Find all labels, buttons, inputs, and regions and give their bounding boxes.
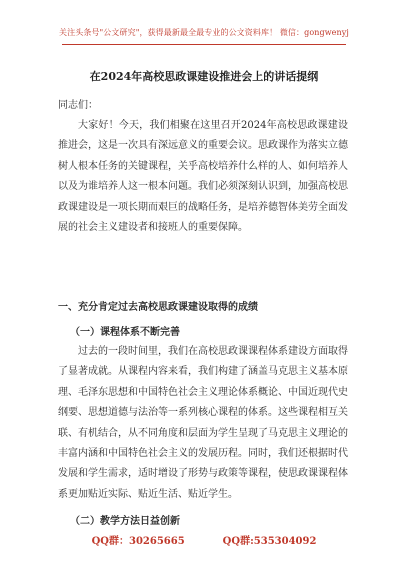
header-divider bbox=[62, 44, 346, 45]
document-title: 在2024年高校思政课建设推进会上的讲话提纲 bbox=[89, 70, 319, 83]
qq-group-2: QQ群:535304092 bbox=[222, 536, 317, 547]
footer-contact bbox=[0, 532, 408, 547]
section-heading-1: 一、充分肯定过去高校思政课建设取得的成绩 bbox=[58, 302, 258, 313]
header-note: 关注头条号"公文研究"，获得最新最全最专业的公文资料库！ 微信：gongwenyj bbox=[59, 28, 349, 37]
qq-group-1: QQ群：30265665 bbox=[91, 536, 185, 547]
salutation: 同志们： bbox=[58, 100, 98, 111]
intro-paragraph: 大家好！今天，我们相聚在这里召开2024年高校思政课建设推进会，这是一次具有深远意义的重要会议。思政课作为落实立德树人根本任务的关键课程，关乎高校培养什么样的人、如何培养人以及为谁培养人这一根本问题。我们必须深刻认识到，加强高校思政课建设是一项长期而艰巨的战略任务，是培养德智体美劳全面发展的社会主义建设者和接班人的重要保障。 bbox=[58, 120, 348, 234]
subsection-heading-2: （二）教学方法日益创新 bbox=[70, 516, 180, 527]
subsection-1-body: 过去的一段时间里，我们在高校思政课课程体系建设方面取得了显著成就。从课程内容来看，我们构建了涵盖马克思主义基本原理、毛泽东思想和中国特色社会主义理论体系概论、中国近现代史纲要、思想道德与法治等一系列核心课程的体系。这些课程相互关联、有机结合，从不同角度和层面为学生呈现了马克思主义理论的丰富内涵和中国特色社会主义的发展历程。同时，我们还根据时代发展和学生需求，适时增设了形势与政策等课程，使思政课课程体系更加贴近实际、贴近生活、贴近学生。 bbox=[58, 346, 348, 500]
subsection-heading-1: （一）课程体系不断完善 bbox=[70, 327, 180, 338]
